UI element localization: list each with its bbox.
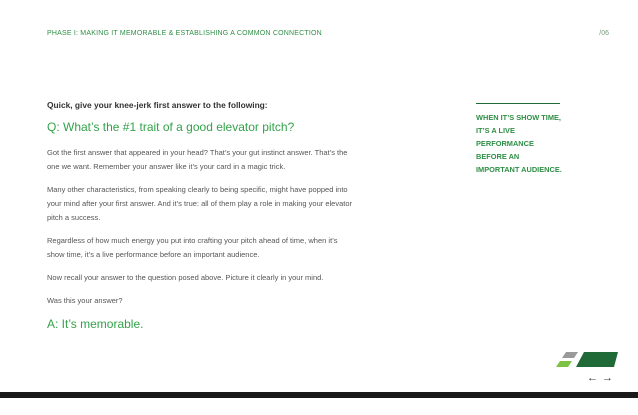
paragraph: Now recall your answer to the question posed above. Picture it clearly in your mind. xyxy=(47,273,324,282)
pull-quote-rule xyxy=(476,103,560,104)
brand-logo-icon xyxy=(556,350,618,372)
footer-rule xyxy=(0,392,638,398)
main-content xyxy=(47,100,357,331)
paragraph: Many other characteristics, from speaking clearly to being specific, might have popped into your mind after your first answer. And it’s true: all of them play a role in making your elevator pitch a success. xyxy=(47,185,353,222)
footer-bar xyxy=(0,392,638,415)
page-navigation xyxy=(587,372,617,384)
paragraph: Was this your answer? xyxy=(47,296,123,305)
pull-quote xyxy=(476,103,562,176)
arrow-right-icon[interactable]: → xyxy=(602,372,613,384)
pull-quote-text: WHEN IT’S SHOW TIME, IT’S A LIVE PERFORMANCE BEFORE AN IMPORTANT AUDIENCE. xyxy=(476,113,562,174)
header-title: PHASE I: MAKING IT MEMORABLE & ESTABLISHING A COMMON CONNECTION xyxy=(47,30,322,37)
answer-heading: A: It’s memorable. xyxy=(47,317,144,331)
page-number: /06 xyxy=(599,30,609,37)
intro-text: Quick, give your knee-jerk first answer to the following: xyxy=(47,100,268,110)
paragraph: Got the first answer that appeared in your head? That’s your gut instinct answer. That’s the one we want. Remember your answer like it’s your card in a magic trick. xyxy=(47,148,348,171)
question-heading: Q: What’s the #1 trait of a good elevator pitch? xyxy=(47,120,295,134)
arrow-left-icon[interactable]: ← xyxy=(587,372,598,384)
paragraph: Regardless of how much energy you put into crafting your pitch ahead of time, when it’s show time, it’s a live performance before an important audience. xyxy=(47,236,338,259)
